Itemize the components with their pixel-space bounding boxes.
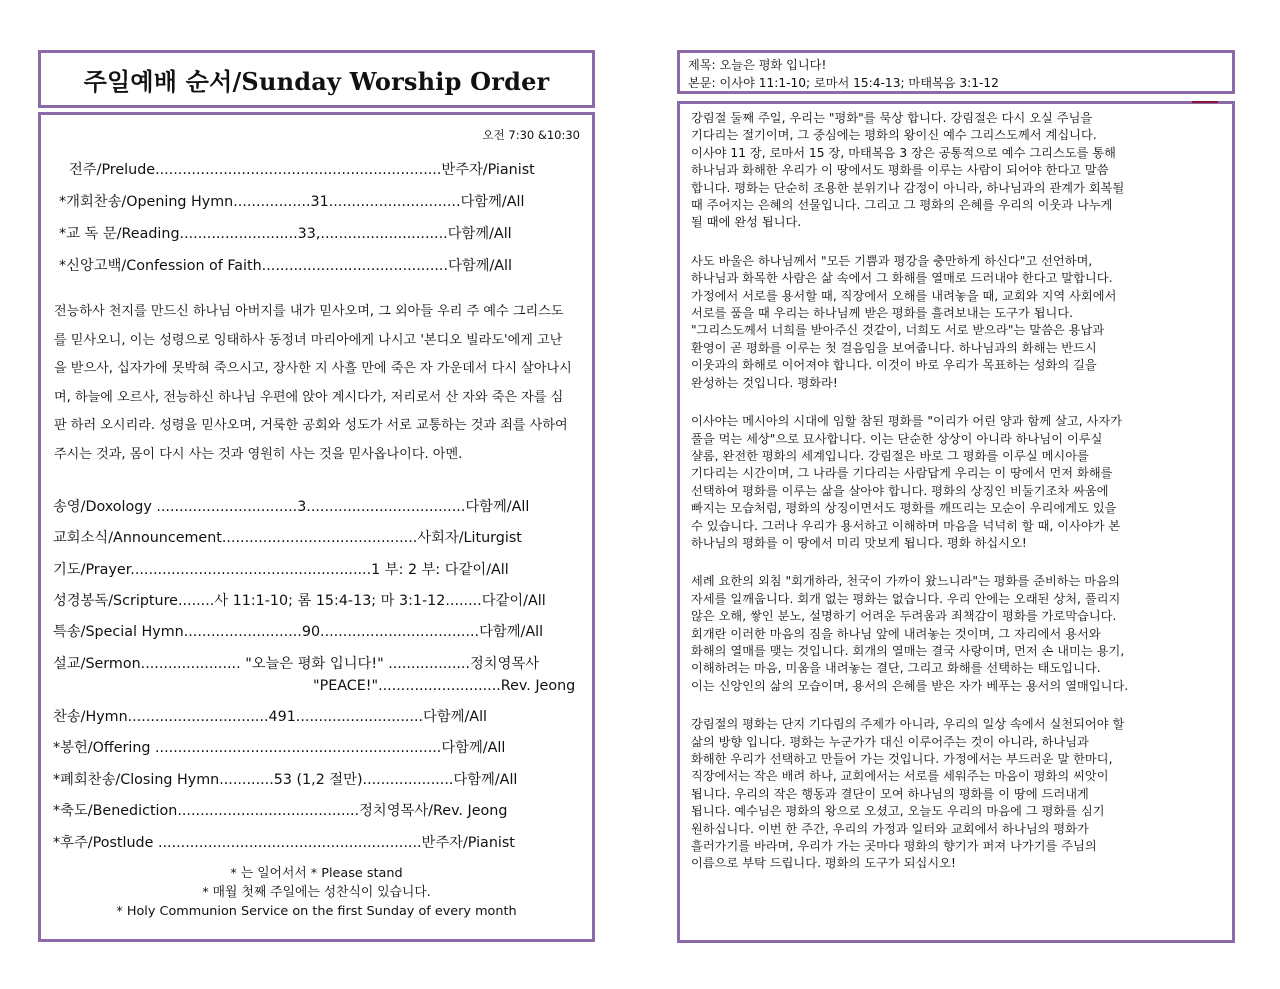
title-box: [38, 50, 595, 108]
order-item-benediction: *축도/Benediction........................................정치영목사/Rev. Jeong: [53, 803, 508, 819]
sermon-body-box: [677, 101, 1235, 943]
order-item-sermon-english: "PEACE!"...........................Rev. Jeong: [313, 678, 576, 694]
order-item-postlude: *후주/Postlude ..........................................................반주자/Pianist: [53, 835, 515, 851]
footnotes: [41, 864, 592, 921]
page-title: 주일예배 순서/Sunday Worship Order: [83, 66, 550, 96]
order-item-opening-hymn: *개회찬송/Opening Hymn.................31.............................다함께/All: [59, 194, 525, 210]
order-item-prayer: 기도/Prayer.....................................................1 부: 2 부: 다같이/All: [53, 562, 509, 578]
apostles-creed-text: 전능하사 천지를 만드신 하나님 아버지를 내가 믿사오며, 그 외아들 우리 주 예수 그리스도를 믿사오니, 이는 성령으로 잉태하사 동정녀 마리아에게 나시고 '본디오 빌라도'에게 고난을 받으사, 십자가에 못박혀 죽으시고, 장사한 지 사흘 만에 죽은 자 가운데서 다시 살아나시며, 하늘에 오르사, 전능하신 하나님 우편에 앉아 계시다가, 저리로서 산 자와 죽은 자를 심판 하러 오시리라. 성령을 믿사오며, 거룩한 공회와 성도가 서로 교통하는 것과 죄를 사하여 주시는 것과, 몸이 다시 사는 것과 영원히 사는 것을 믿사옵나이다. 아멘.: [54, 304, 572, 462]
order-item-offering: *봉헌/Offering ...............................................................다함께/All: [53, 740, 506, 756]
footnote-stand: * 는 일어서서 * Please stand: [230, 866, 403, 881]
order-item-special-hymn: 특송/Special Hymn..........................90...................................다함께/All: [53, 624, 544, 640]
sermon-title: 제목: 오늘은 평화 입니다!: [688, 58, 827, 72]
sermon-header-box: [677, 50, 1235, 94]
footnote-communion-en: * Holy Communion Service on the first Sunday of every month: [116, 904, 517, 919]
order-item-closing-hymn: *폐회찬송/Closing Hymn............53 (1,2 절만)....................다함께/All: [53, 772, 518, 788]
order-item-sermon: 설교/Sermon...................... "오늘은 평화 입니다!" ..................정치영목사: [53, 656, 540, 672]
order-item-announcement: 교회소식/Announcement...........................................사회자/Liturgist: [53, 530, 522, 546]
order-item-doxology: 송영/Doxology ...............................3...................................다함께/All: [53, 499, 530, 515]
sermon-paragraph: 강림절 둘째 주일, 우리는 "평화"를 묵상 합니다. 강림절은 다시 오실 주님을 기다리는 절기이며, 그 중심에는 평화의 왕이신 예수 그리스도께서 계십니다. 이사야 11 장, 로마서 15 장, 마태복음 3 장은 공통적으로 예수 그리스도를 통해 하나님과 화해한 우리가 이 땅에서도 평화를 이루는 사람이 되어야 한다고 말씀 합니다. 평화는 단순히 조용한 분위기나 감정이 아니라, 하나님과의 관계가 회복될 때 주어지는 은혜의 선물입니다. 그리고 그 평화의 은혜를 우리의 이웃과 나누게 될 때에 완성 됩니다.: [691, 111, 1125, 230]
worship-order-box: [38, 112, 595, 942]
accent-divider: [1192, 101, 1218, 103]
footnote-communion-ko: * 매월 첫째 주일에는 성찬식이 있습니다.: [202, 885, 431, 900]
sermon-paragraph: 사도 바울은 하나님께서 "모든 기쁨과 평강을 충만하게 하신다"고 선언하며, 하나님과 화목한 사람은 삶 속에서 그 화해를 열매로 드러내야 한다고 말합니다. 가정에서 서로를 용서할 때, 직장에서 오해를 내려놓을 때, 교회와 지역 사회에서 서로를 품을 때 우리는 하나님께 받은 평화를 흘려보내는 도구가 됩니다. "그리스도께서 너희를 받아주신 것같이, 너희도 서로 받으라"는 말씀은 용납과 환영이 곧 평화를 이루는 첫 걸음임을 보여줍니다. 하나님과의 화해는 반드시 이웃과의 화해로 이어져야 합니다. 이것이 바로 우리가 목표하는 성화의 길을 완성하는 것입니다. 평화라!: [691, 253, 1117, 390]
sermon-paragraph: 이사야는 메시아의 시대에 임할 참된 평화를 "이리가 어린 양과 함께 살고, 사자가 풀을 먹는 세상"으로 묘사합니다. 이는 단순한 상상이 아니라 하나님이 이루실 샬롬, 완전한 평화의 세계입니다. 강림절은 바로 그 평화를 이루실 메시아를 기다리는 시간이며, 그 나라를 기다리는 사람답게 우리는 이 땅에서 먼저 화해를 선택하여 평화를 이루는 삶을 살아야 합니다. 평화의 상징인 비둘기조차 싸움에 빠지는 모습처럼, 평화의 상징이면서도 평화를 깨뜨리는 모순이 우리에게도 있을 수 있습니다. 그러나 우리가 용서하고 이해하며 마음을 넉넉히 할 때, 이사야가 본 하나님의 평화를 이 땅에서 미리 맛보게 됩니다. 평화 하십시오!: [691, 414, 1123, 550]
order-item-prelude: 전주/Prelude...............................................................반주자/Pianist: [69, 162, 535, 178]
order-item-hymn: 찬송/Hymn...............................491............................다함께/All: [53, 709, 488, 725]
sermon-paragraph: 세례 요한의 외침 "회개하라, 천국이 가까이 왔느니라"는 평화를 준비하는 마음의 자세를 일깨웁니다. 회개 없는 평화는 없습니다. 우리 안에는 오래된 상처, 풀리지 않은 오해, 쌓인 분노, 설명하기 어려운 두려움과 죄책감이 평화를 가로막습니다. 회개란 이러한 마음의 짐을 하나님 앞에 내려놓는 것이며, 그 자리에서 용서와 화해의 열매를 맺는 것입니다. 회개의 열매는 결국 사랑이며, 먼저 손 내미는 용기, 이해하려는 마음, 미움을 내려놓는 결단, 그리고 화해를 선택하는 태도입니다. 이는 신앙인의 삶의 모습이며, 용서의 은혜를 받은 자가 베푸는 용서의 열매입니다.: [691, 574, 1129, 693]
service-times: 오전 7:30 &10:30: [482, 128, 580, 142]
sermon-paragraph: 강림절의 평화는 단지 기다림의 주제가 아니라, 우리의 일상 속에서 실천되어야 할 삶의 방향 입니다. 평화는 누군가가 대신 이루어주는 것이 아니라, 하나님과 화해한 우리가 선택하고 만들어 가는 것입니다. 가정에서는 부드러운 말 한마디, 직장에서는 작은 배려 하나, 교회에서는 서로를 세워주는 마음이 평화의 씨앗이 됩니다. 우리의 작은 행동과 결단이 모여 하나님의 평화를 이 땅에 드러내게 됩니다. 예수님은 평화의 왕으로 오셨고, 오늘도 우리의 마음에 그 평화를 심기 원하십니다. 이번 한 주간, 우리의 가정과 일터와 교회에서 하나님의 평화가 흘러가기를 바라며, 우리가 가는 곳마다 평화의 향기가 퍼져 나가기를 주님의 이름으로 부탁 드립니다. 평화의 도구가 되십시오!: [691, 717, 1125, 871]
sermon-scripture: 본문: 이사야 11:1-10; 로마서 15:4-13; 마태복음 3:1-12: [688, 76, 999, 90]
order-item-reading: *교 독 문/Reading..........................33,............................다함께/All: [59, 226, 512, 242]
order-item-scripture: 성경봉독/Scripture........사 11:1-10; 롬 15:4-13; 마 3:1-12........다같이/All: [53, 593, 546, 609]
order-item-confession: *신앙고백/Confession of Faith.........................................다함께/All: [59, 258, 512, 274]
